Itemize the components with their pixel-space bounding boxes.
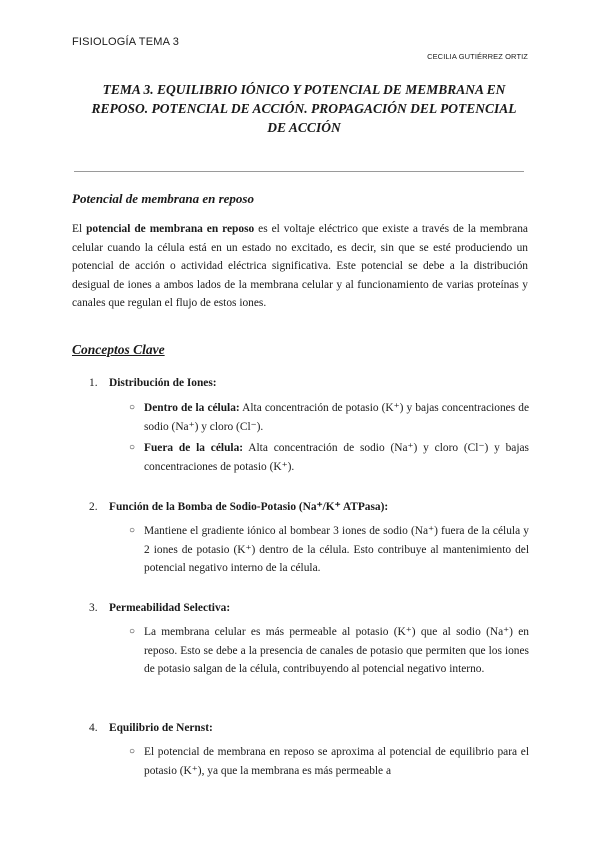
concept-bullet — [89, 623, 529, 679]
concept-title — [89, 498, 529, 516]
intro-rest: es el voltaje eléctrico que existe a través de la membrana celular cuando la célula está en un estado no excitado, es decir, sin que se esté produciendo un potencial de acción o actividad eléctrica significativa. Este potencial se debe a la distribución desigual de iones a ambos lados de la membrana celular y al funcionamiento de varias proteínas y canales que regulan el flujo de estos iones. — [72, 223, 528, 310]
concept-item-3 — [89, 599, 529, 679]
bullet-text: Alta concentración de potasio (K⁺) y bajas concentraciones de sodio (Na⁺) y cloro (Cl⁻). — [144, 402, 530, 433]
intro-paragraph — [72, 220, 528, 313]
concept-item-1 — [89, 374, 529, 476]
concept-bullet — [89, 522, 529, 578]
concept-bullet — [89, 439, 529, 476]
item-number: 3. — [89, 602, 98, 614]
intro-term: potencial de membrana en reposo — [86, 223, 255, 235]
concept-item-2 — [89, 498, 529, 578]
bullet-label: Dentro de la célula: — [144, 402, 240, 414]
bullet-text: El potencial de membrana en reposo se aproxima al potencial de equilibrio para el potasio (K⁺), ya que la membrana es más permeable a — [144, 746, 529, 777]
hollow-bullet-icon: ○ — [129, 626, 136, 637]
hollow-bullet-icon: ○ — [129, 402, 136, 413]
concept-title-text: Permeabilidad Selectiva: — [109, 602, 231, 614]
concept-bullet — [89, 399, 529, 436]
intro-lead: El — [72, 223, 87, 235]
bullet-text: Alta concentración de sodio (Na⁺) y cloro (Cl⁻) y bajas concentraciones de potasio (K⁺). — [144, 442, 529, 473]
concept-title — [89, 374, 529, 392]
bullet-label: Fuera de la célula: — [144, 442, 244, 455]
concept-title-text: Equilibrio de Nernst: — [109, 722, 213, 734]
bullet-text: La membrana celular es más permeable al potasio (K⁺) que al sodio (Na⁺) en reposo. Esto se debe a la presencia de canales de potasio que permiten que los iones de potasio salgan de la célula, contribuyendo al potencial negativo interno. — [144, 626, 529, 676]
hollow-bullet-icon: ○ — [129, 525, 136, 536]
concept-title — [89, 719, 529, 737]
hollow-bullet-icon: ○ — [129, 442, 136, 454]
concept-title-text: Distribución de Iones: — [109, 377, 217, 389]
header-author: CECILIA GUTIÉRREZ ORTIZ — [427, 52, 528, 61]
item-number: 2. — [89, 501, 98, 513]
title-divider — [74, 171, 524, 172]
concept-title-text: Función de la Bomba de Sodio-Potasio (Na⁺/K⁺ ATPasa): — [109, 501, 389, 513]
bullet-text: Mantiene el gradiente iónico al bombear 3 iones de sodio (Na⁺) fuera de la célula y 2 iones de potasio (K⁺) dentro de la célula. Esto contribuye al mantenimiento del potencial negativo interno de la célula. — [144, 525, 529, 575]
concept-title — [89, 599, 529, 617]
hollow-bullet-icon: ○ — [129, 746, 136, 757]
document-title: TEMA 3. EQUILIBRIO IÓNICO Y POTENCIAL DE MEMBRANA EN REPOSO. POTENCIAL DE ACCIÓN. PROPAGACIÓN DEL POTENCIAL DE ACCIÓN — [91, 82, 517, 135]
concept-bullet — [89, 743, 529, 780]
section-heading-key-concepts: Conceptos Clave — [72, 342, 165, 357]
concept-item-4 — [89, 719, 529, 780]
item-number: 4. — [89, 722, 98, 734]
section-heading-resting-potential: Potencial de membrana en reposo — [72, 191, 254, 206]
item-number: 1. — [89, 377, 98, 389]
header-course: FISIOLOGÍA TEMA 3 — [72, 36, 180, 48]
